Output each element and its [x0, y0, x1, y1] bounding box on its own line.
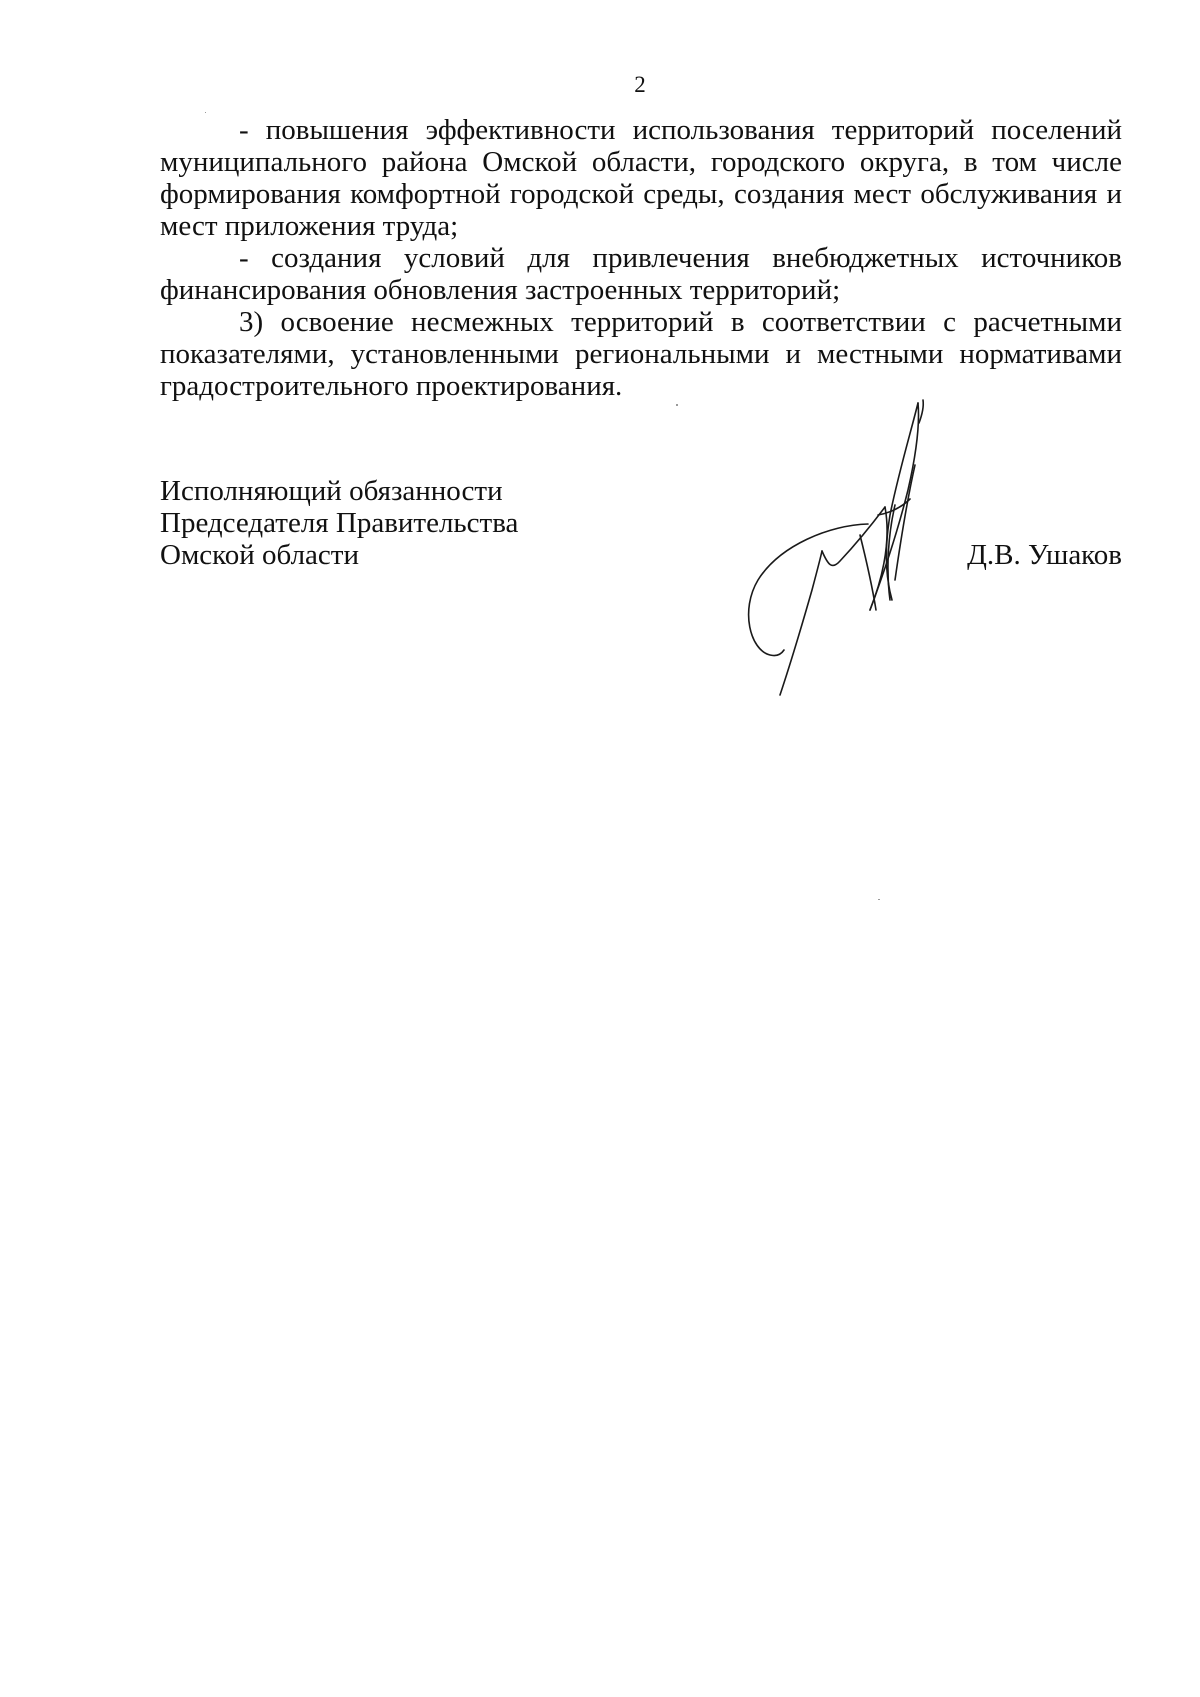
position-line: Омской области	[160, 539, 359, 571]
paragraph: 3) освоение несмежных территорий в соответствии с расчетными показателями, установленными региональными и местными нормативами градостроительного проектирования.	[160, 306, 1122, 402]
scan-speck	[878, 899, 880, 900]
position-line: Председателя Правительства	[160, 507, 519, 539]
page-number: 2	[634, 72, 646, 97]
paragraph: - повышения эффективности использования территорий поселений муниципального района Омской области, городского округа, в том числе формирования комфортной городской среды, создания мест обслуживания и мест приложения труда;	[160, 114, 1122, 242]
scan-speck	[676, 404, 678, 406]
handwritten-signature	[720, 395, 980, 705]
document-body	[160, 114, 1122, 402]
scan-speck	[205, 112, 206, 113]
paragraph: - создания условий для привлечения внебюджетных источников финансирования обновления застроенных территорий;	[160, 242, 1122, 306]
signatory-position	[160, 475, 518, 571]
signer-name: Д.В. Ушаков	[967, 539, 1122, 571]
position-line: Исполняющий обязанности	[160, 475, 503, 507]
